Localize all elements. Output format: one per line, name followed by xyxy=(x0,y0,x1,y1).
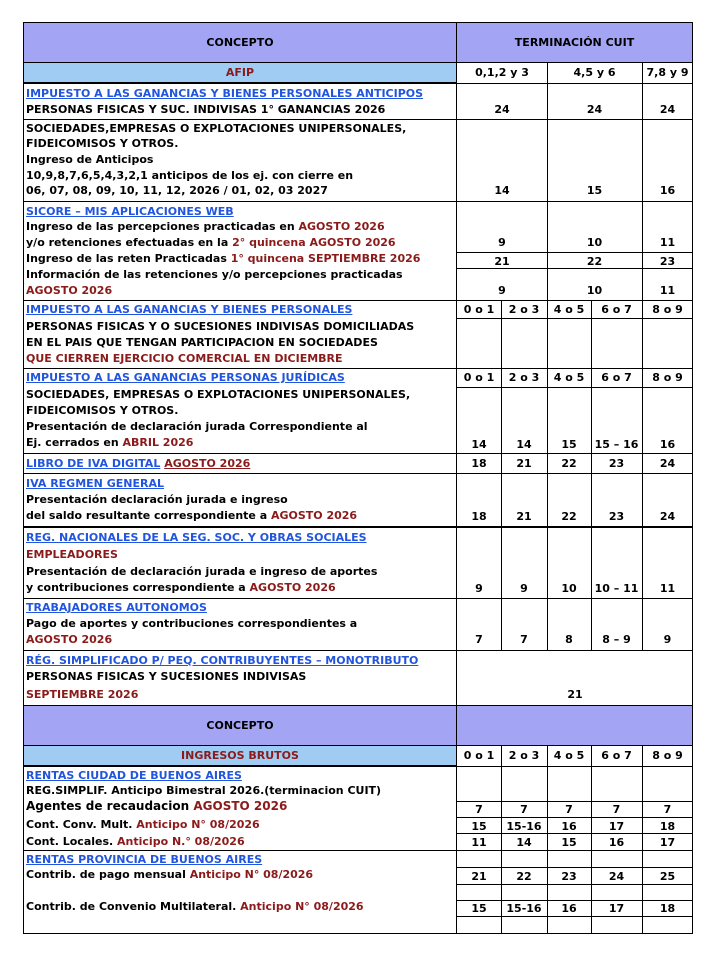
col-header: 4 o 5 xyxy=(553,749,585,762)
column-divider xyxy=(591,745,592,934)
libro-iva-line: LIBRO DE IVA DIGITAL AGOSTO 2026 xyxy=(26,457,251,470)
cell-value: 7 xyxy=(520,803,528,816)
cell-value: 16 xyxy=(659,184,676,197)
cell-value: 8 xyxy=(565,633,573,646)
cell-value: 23 xyxy=(561,870,577,883)
cell-value: 24 xyxy=(608,870,625,883)
iva-general-link[interactable]: IVA REGMEN GENERAL xyxy=(26,477,164,490)
caba-line1: REG.SIMPLIF. Anticipo Bimestral 2026.(terminacion CUIT) xyxy=(26,784,382,797)
afip-col-1: 0,1,2 y 3 xyxy=(475,66,529,79)
cell-value: 10 xyxy=(586,284,603,297)
cell-divider xyxy=(456,884,693,885)
cell-value: 14 xyxy=(516,836,532,849)
cell-value: 15 xyxy=(471,820,487,833)
pba-line2: Contrib. de Convenio Multilateral. Anticipo N° 08/2026 xyxy=(26,900,364,913)
cell-value: 16 xyxy=(561,820,577,833)
sicore-line4: Información de las retenciones y/o percepciones practicadas xyxy=(26,268,403,281)
ganancias-pj-line4: Ej. cerrados en ABRIL 2026 xyxy=(26,436,194,449)
column-divider xyxy=(642,745,643,934)
col-header: 6 o 7 xyxy=(601,749,632,762)
seg-soc-line1: EMPLEADORES xyxy=(26,548,118,561)
cell-value: 15-16 xyxy=(506,820,542,833)
header-concepto: CONCEPTO xyxy=(206,36,274,49)
cell-value: 18 xyxy=(471,510,487,523)
afip-col-2: 4,5 y 6 xyxy=(573,66,616,79)
tax-calendar-table xyxy=(23,22,693,934)
sicore-line2: y/o retenciones efectuadas en la 2° quincena AGOSTO 2026 xyxy=(26,236,396,249)
column-divider xyxy=(501,745,502,934)
cell-divider xyxy=(456,387,693,388)
col-header: 6 o 7 xyxy=(601,303,632,316)
ganancias-anticipos-line3: FIDEICOMISOS Y OTROS. xyxy=(26,137,179,150)
column-divider xyxy=(456,22,457,934)
cell-value: 7 xyxy=(520,633,528,646)
cell-value: 23 xyxy=(659,255,676,268)
col-header: 6 o 7 xyxy=(601,371,632,384)
monotributo-line1: PERSONAS FISICAS Y SUCESIONES INDIVISAS xyxy=(26,670,307,683)
cell-value: 9 xyxy=(498,284,506,297)
cell-value: 14 xyxy=(516,438,532,451)
cell-value: 17 xyxy=(659,836,676,849)
cell-divider xyxy=(456,268,693,269)
cell-divider xyxy=(456,916,693,917)
row-divider xyxy=(23,83,693,84)
cell-divider xyxy=(456,867,693,868)
cell-value: 15-16 xyxy=(506,902,542,915)
ganancias-pj-line1: SOCIEDADES, EMPRESAS O EXPLOTACIONES UNIPERSONALES, xyxy=(26,388,411,401)
col-header: 8 o 9 xyxy=(652,303,683,316)
col-header: 0 o 1 xyxy=(463,749,495,762)
cell-value: 24 xyxy=(659,103,676,116)
cell-value: 21 xyxy=(494,255,510,268)
header-terminacion: TERMINACIÓN CUIT xyxy=(514,36,635,49)
ganancias-pf-line3: QUE CIERREN EJERCICIO COMERCIAL EN DICIEMBRE xyxy=(26,352,343,365)
cell-value: 22 xyxy=(561,457,577,470)
column-divider xyxy=(547,62,548,300)
ganancias-anticipos-link[interactable]: IMPUESTO A LAS GANANCIAS Y BIENES PERSONALES ANTICIPOS xyxy=(26,87,424,100)
header2-concepto: CONCEPTO xyxy=(206,719,274,732)
cell-value: 16 xyxy=(561,902,577,915)
col-header: 8 o 9 xyxy=(652,371,683,384)
afip-label: AFIP xyxy=(225,66,255,79)
column-divider xyxy=(642,62,643,300)
cell-divider xyxy=(456,252,693,253)
cell-divider xyxy=(456,833,693,834)
cell-value: 16 xyxy=(659,438,676,451)
col-header: 2 o 3 xyxy=(508,371,540,384)
cell-value: 18 xyxy=(659,820,676,833)
caba-line4: Cont. Locales. Anticipo N.° 08/2026 xyxy=(26,835,245,848)
cell-value: 21 xyxy=(516,457,532,470)
afip-col-3: 7,8 y 9 xyxy=(646,66,689,79)
ingresos-label: INGRESOS BRUTOS xyxy=(181,749,299,762)
ganancias-pj-line2: FIDEICOMISOS Y OTROS. xyxy=(26,404,179,417)
cell-value: 21 xyxy=(567,688,583,701)
cell-value: 14 xyxy=(471,438,487,451)
ganancias-pf-link[interactable]: IMPUESTO A LAS GANANCIAS Y BIENES PERSONALES xyxy=(26,303,353,316)
seg-soc-link[interactable]: REG. NACIONALES DE LA SEG. SOC. Y OBRAS SOCIALES xyxy=(26,531,367,544)
autonomos-link[interactable]: TRABAJADORES AUTONOMOS xyxy=(26,601,207,614)
ganancias-anticipos-line4: Ingreso de Anticipos xyxy=(26,153,154,166)
cell-value: 7 xyxy=(475,633,483,646)
cell-value: 15 xyxy=(471,902,487,915)
ganancias-anticipos-line1: PERSONAS FISICAS Y SUC. INDIVISAS 1° GANANCIAS 2026 xyxy=(26,103,386,116)
row-divider xyxy=(23,526,693,528)
caba-line2: Agentes de recaudacion AGOSTO 2026 xyxy=(26,799,288,813)
row-divider xyxy=(23,598,693,599)
pba-link[interactable]: RENTAS PROVINCIA DE BUENOS AIRES xyxy=(26,853,263,866)
cell-value: 24 xyxy=(586,103,603,116)
cell-value: 23 xyxy=(608,510,625,523)
monotributo-line2: SEPTIEMBRE 2026 xyxy=(26,688,139,701)
caba-line3: Cont. Conv. Mult. Anticipo N° 08/2026 xyxy=(26,818,260,831)
cell-value: 8 – 9 xyxy=(602,633,631,646)
row-divider xyxy=(23,368,693,369)
column-divider xyxy=(642,300,643,650)
ganancias-pj-line3: Presentación de declaración jurada Correspondiente al xyxy=(26,420,368,433)
cell-value: 7 xyxy=(612,803,621,816)
cell-value: 7 xyxy=(663,803,672,816)
cell-value: 17 xyxy=(608,902,625,915)
cell-value: 15 xyxy=(561,836,577,849)
cell-value: 9 xyxy=(663,633,672,646)
autonomos-line1: Pago de aportes y contribuciones correspondientes a xyxy=(26,617,358,630)
cell-value: 16 xyxy=(608,836,625,849)
col-header: 8 o 9 xyxy=(652,749,683,762)
sicore-line1: Ingreso de las percepciones practicadas en AGOSTO 2026 xyxy=(26,220,385,233)
ganancias-anticipos-line5: 10,9,8,7,6,5,4,3,2,1 anticipos de los ej. con cierre en xyxy=(26,169,354,182)
cell-value: 9 xyxy=(498,236,506,249)
cell-value: 22 xyxy=(561,510,577,523)
cell-divider xyxy=(456,817,693,818)
cell-value: 7 xyxy=(565,803,573,816)
cell-value: 23 xyxy=(608,457,625,470)
cell-value: 7 xyxy=(475,803,483,816)
sicore-link[interactable]: SICORE – MIS APLICACIONES WEB xyxy=(26,205,234,218)
sicore-line5: AGOSTO 2026 xyxy=(26,284,113,297)
cell-value: 11 xyxy=(659,582,676,595)
cell-value: 24 xyxy=(659,510,676,523)
col-header: 0 o 1 xyxy=(463,371,495,384)
row-divider xyxy=(23,650,693,651)
cell-value: 15 xyxy=(561,438,577,451)
seg-soc-line2: Presentación de declaración jurada e ingreso de aportes xyxy=(26,565,378,578)
col-header: 4 o 5 xyxy=(553,303,585,316)
caba-link[interactable]: RENTAS CIUDAD DE BUENOS AIRES xyxy=(26,769,242,782)
cell-value: 14 xyxy=(494,184,510,197)
column-divider xyxy=(591,300,592,650)
cell-value: 11 xyxy=(659,236,676,249)
autonomos-line2: AGOSTO 2026 xyxy=(26,633,113,646)
iva-general-line1: Presentación declaración jurada e ingreso xyxy=(26,493,288,506)
cell-divider xyxy=(456,801,693,802)
ganancias-anticipos-line2: SOCIEDADES,EMPRESAS O EXPLOTACIONES UNIPERSONALES, xyxy=(26,122,407,135)
cell-divider xyxy=(456,900,693,901)
pba-line1: Contrib. de pago mensual Anticipo N° 08/2026 xyxy=(26,868,314,881)
row-divider xyxy=(23,473,693,474)
ganancias-pf-line1: PERSONAS FISICAS Y O SUCESIONES INDIVISAS DOMICILIADAS xyxy=(26,320,415,333)
row-divider xyxy=(23,201,693,202)
iva-general-line2: del saldo resultante correspondiente a AGOSTO 2026 xyxy=(26,509,358,522)
row-divider xyxy=(23,300,693,301)
cell-value: 10 – 11 xyxy=(594,582,639,595)
row-divider xyxy=(23,766,693,767)
cell-value: 24 xyxy=(494,103,510,116)
sicore-line3: Ingreso de las reten Practicadas 1° quincena SEPTIEMBRE 2026 xyxy=(26,252,421,265)
cell-value: 10 xyxy=(586,236,603,249)
row-divider xyxy=(23,850,693,851)
cell-value: 22 xyxy=(586,255,603,268)
column-divider xyxy=(547,745,548,934)
cell-value: 11 xyxy=(659,284,676,297)
column-divider xyxy=(501,300,502,650)
row-divider xyxy=(23,453,693,454)
cell-value: 10 xyxy=(561,582,577,595)
monotributo-link[interactable]: RÉG. SIMPLIFICADO P/ PEQ. CONTRIBUYENTES – MONOTRIBUTO xyxy=(26,654,419,667)
cell-value: 17 xyxy=(608,820,625,833)
ganancias-pj-link[interactable]: IMPUESTO A LAS GANANCIAS PERSONAS JURÍDICAS xyxy=(26,371,345,384)
cell-divider xyxy=(456,318,693,319)
cell-value: 18 xyxy=(659,902,676,915)
row-divider xyxy=(23,119,693,120)
cell-value: 11 xyxy=(471,836,487,849)
ganancias-pf-line2: EN EL PAIS QUE TENGAN PARTICIPACION EN SOCIEDADES xyxy=(26,336,378,349)
cell-value: 18 xyxy=(471,457,487,470)
cell-value: 21 xyxy=(516,510,532,523)
libro-iva-link[interactable]: LIBRO DE IVA DIGITAL xyxy=(26,457,161,470)
cell-value: 25 xyxy=(659,870,676,883)
cell-value: 22 xyxy=(516,870,532,883)
cell-value: 21 xyxy=(471,870,487,883)
col-header: 2 o 3 xyxy=(508,749,540,762)
cell-value: 15 xyxy=(586,184,603,197)
cell-value: 9 xyxy=(475,582,483,595)
cell-value: 15 – 16 xyxy=(594,438,639,451)
col-header: 0 o 1 xyxy=(463,303,495,316)
seg-soc-line3: y contribuciones correspondiente a AGOSTO 2026 xyxy=(26,581,336,594)
column-divider xyxy=(547,300,548,650)
col-header: 2 o 3 xyxy=(508,303,540,316)
cell-value: 24 xyxy=(659,457,676,470)
col-header: 4 o 5 xyxy=(553,371,585,384)
ganancias-anticipos-line6: 06, 07, 08, 09, 10, 11, 12, 2026 / 01, 02, 03 2027 xyxy=(26,184,328,197)
cell-value: 9 xyxy=(520,582,528,595)
